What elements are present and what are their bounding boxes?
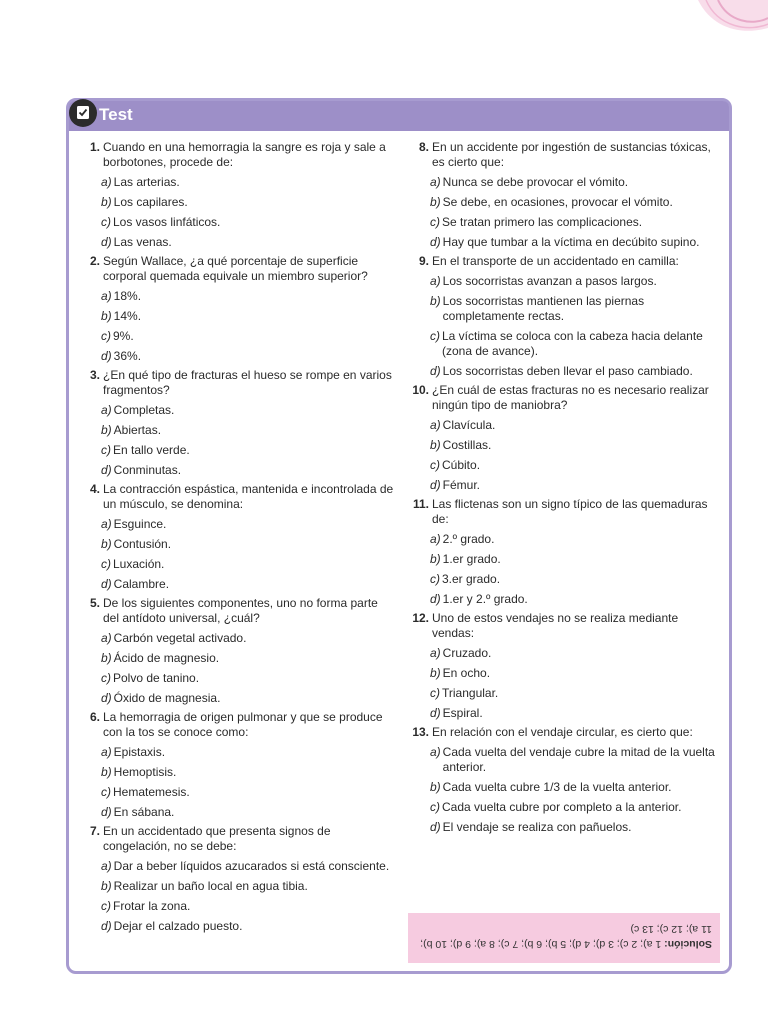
answer-option xyxy=(411,418,721,433)
answer-option xyxy=(411,195,721,210)
question-number: 10. xyxy=(412,383,429,397)
option-text: Hay que tumbar a la víctima en decúbito supino. xyxy=(442,235,700,249)
questions-left-column xyxy=(86,140,396,938)
option-text: 9%. xyxy=(113,329,134,343)
option-letter: a) xyxy=(430,274,441,288)
option-letter: a) xyxy=(101,745,112,759)
question xyxy=(411,725,721,835)
question xyxy=(86,710,396,820)
answer-option xyxy=(86,899,396,914)
option-text: 2.º grado. xyxy=(442,532,495,546)
option-text: Cúbito. xyxy=(442,458,481,472)
question xyxy=(86,596,396,706)
question xyxy=(86,482,396,592)
answer-option xyxy=(411,235,721,250)
option-text: El vendaje se realiza con pañuelos. xyxy=(442,820,632,834)
option-text: Carbón vegetal activado. xyxy=(113,631,247,645)
question-number: 9. xyxy=(418,254,429,268)
answer-option xyxy=(86,785,396,800)
option-text: 14%. xyxy=(113,309,142,323)
option-text: Cada vuelta cubre por completo a la anterior. xyxy=(442,800,682,814)
option-letter: b) xyxy=(101,651,112,665)
option-text: Hemoptisis. xyxy=(113,765,177,779)
option-text: Cruzado. xyxy=(442,646,492,660)
option-letter: d) xyxy=(101,235,112,249)
answer-option xyxy=(86,919,396,934)
option-text: Triangular. xyxy=(442,686,499,700)
solution-text xyxy=(416,921,712,951)
option-text: 36%. xyxy=(113,349,142,363)
option-text: Se tratan primero las complicaciones. xyxy=(442,215,643,229)
option-text: En ocho. xyxy=(442,666,491,680)
answer-option xyxy=(411,438,721,453)
option-letter: c) xyxy=(101,329,111,343)
option-letter: b) xyxy=(430,666,441,680)
answer-option xyxy=(411,175,721,190)
question-number: 2. xyxy=(89,254,100,268)
option-letter: d) xyxy=(101,805,112,819)
option-text: Se debe, en ocasiones, provocar el vómito. xyxy=(442,195,673,209)
option-text: Abiertas. xyxy=(113,423,162,437)
question-stem xyxy=(86,254,396,284)
option-text: Hematemesis. xyxy=(113,785,190,799)
question-stem xyxy=(86,596,396,626)
option-text: Espiral. xyxy=(442,706,483,720)
answer-option xyxy=(86,691,396,706)
option-letter: a) xyxy=(101,517,112,531)
option-text: Fémur. xyxy=(442,478,481,492)
answer-option xyxy=(86,745,396,760)
answer-option xyxy=(411,780,721,795)
option-letter: d) xyxy=(430,478,441,492)
option-letter: c) xyxy=(430,686,440,700)
question-number: 5. xyxy=(89,596,100,610)
question xyxy=(411,383,721,493)
answer-option xyxy=(86,651,396,666)
question-stem xyxy=(86,140,396,170)
answer-option xyxy=(86,423,396,438)
question-text: En relación con el vendaje circular, es cierto que: xyxy=(432,725,693,739)
answer-option xyxy=(411,572,721,587)
answer-option xyxy=(86,805,396,820)
answer-option xyxy=(86,195,396,210)
answer-option xyxy=(86,463,396,478)
option-text: Las arterias. xyxy=(113,175,180,189)
question-stem xyxy=(411,140,721,170)
question-number: 4. xyxy=(89,482,100,496)
question xyxy=(411,497,721,607)
question-number: 1. xyxy=(89,140,100,154)
option-letter: c) xyxy=(430,800,440,814)
option-letter: b) xyxy=(430,552,441,566)
option-letter: c) xyxy=(101,671,111,685)
answer-option xyxy=(86,349,396,364)
question-stem xyxy=(411,497,721,527)
option-letter: a) xyxy=(430,532,441,546)
answer-option xyxy=(411,364,721,379)
question-text: La hemorragia de origen pulmonar y que se produce con la tos se conoce como: xyxy=(103,710,383,739)
option-text: Ácido de magnesio. xyxy=(113,651,220,665)
option-text: Costillas. xyxy=(442,438,492,452)
option-text: Óxido de magnesia. xyxy=(113,691,221,705)
option-text: Los capilares. xyxy=(113,195,188,209)
option-text: 1.er y 2.º grado. xyxy=(442,592,528,606)
answer-option xyxy=(411,532,721,547)
answer-option xyxy=(411,592,721,607)
question-stem xyxy=(86,482,396,512)
question xyxy=(411,140,721,250)
option-text: En tallo verde. xyxy=(113,443,190,457)
answer-option xyxy=(411,745,721,775)
question-number: 6. xyxy=(89,710,100,724)
option-letter: c) xyxy=(101,443,111,457)
question-number: 3. xyxy=(89,368,100,382)
question-stem xyxy=(411,725,721,740)
answer-option xyxy=(411,706,721,721)
question-number: 11. xyxy=(412,497,429,511)
option-text: 1.er grado. xyxy=(442,552,501,566)
question-stem xyxy=(86,368,396,398)
option-text: Esguince. xyxy=(113,517,167,531)
answer-option xyxy=(411,820,721,835)
option-letter: c) xyxy=(101,557,111,571)
answer-option xyxy=(86,557,396,572)
option-letter: d) xyxy=(430,820,441,834)
option-letter: b) xyxy=(430,438,441,452)
question-text: En un accidente por ingestión de sustancias tóxicas, es cierto que: xyxy=(432,140,711,169)
test-header xyxy=(69,101,729,131)
option-text: En sábana. xyxy=(113,805,175,819)
option-text: Las venas. xyxy=(113,235,172,249)
answer-option xyxy=(86,537,396,552)
option-letter: c) xyxy=(430,572,440,586)
option-letter: c) xyxy=(430,215,440,229)
option-letter: c) xyxy=(101,215,111,229)
solution-label: Solución: xyxy=(664,938,712,950)
option-text: Los socorristas mantienen las piernas completamente rectas. xyxy=(442,294,645,323)
option-text: Realizar un baño local en agua tibia. xyxy=(113,879,308,893)
option-letter: a) xyxy=(101,289,112,303)
option-letter: a) xyxy=(101,631,112,645)
option-letter: b) xyxy=(101,309,112,323)
option-text: Conminutas. xyxy=(113,463,182,477)
question-stem xyxy=(86,824,396,854)
answer-option xyxy=(86,289,396,304)
option-text: 18%. xyxy=(113,289,142,303)
question xyxy=(411,611,721,721)
question-number: 12. xyxy=(412,611,429,625)
checklist-icon xyxy=(68,98,98,128)
question-text: La contracción espástica, mantenida e incontrolada de un músculo, se denomina: xyxy=(103,482,394,511)
question-text: ¿En cuál de estas fracturas no es necesario realizar ningún tipo de maniobra? xyxy=(432,383,709,412)
question xyxy=(411,254,721,379)
answer-option xyxy=(411,800,721,815)
test-title: Test xyxy=(99,105,133,124)
option-letter: a) xyxy=(430,646,441,660)
answer-option xyxy=(86,215,396,230)
answer-option xyxy=(411,215,721,230)
question-text: Según Wallace, ¿a qué porcentaje de superficie corporal quemada equivale un miembro superior? xyxy=(103,254,368,283)
question-number: 7. xyxy=(89,824,100,838)
option-text: Luxación. xyxy=(113,557,165,571)
answer-option xyxy=(411,294,721,324)
option-letter: d) xyxy=(101,691,112,705)
question-text: En un accidentado que presenta signos de congelación, no se debe: xyxy=(103,824,331,853)
option-letter: a) xyxy=(430,745,441,759)
option-letter: b) xyxy=(101,423,112,437)
question xyxy=(86,824,396,934)
option-letter: b) xyxy=(101,765,112,779)
option-text: Los socorristas avanzan a pasos largos. xyxy=(442,274,657,288)
option-text: Clavícula. xyxy=(442,418,496,432)
answer-option xyxy=(86,329,396,344)
option-letter: b) xyxy=(101,879,112,893)
question-stem xyxy=(411,254,721,269)
option-letter: c) xyxy=(101,785,111,799)
option-letter: a) xyxy=(101,859,112,873)
option-text: Cada vuelta cubre 1/3 de la vuelta anterior. xyxy=(442,780,672,794)
answer-option xyxy=(86,403,396,418)
option-letter: d) xyxy=(101,577,112,591)
answer-option xyxy=(86,631,396,646)
option-letter: c) xyxy=(101,899,111,913)
option-text: Los socorristas deben llevar el paso cambiado. xyxy=(442,364,693,378)
answer-option xyxy=(86,175,396,190)
option-text: Epistaxis. xyxy=(113,745,166,759)
questions-right-column xyxy=(411,140,721,839)
question-stem xyxy=(411,383,721,413)
answer-option xyxy=(411,686,721,701)
solution-box xyxy=(408,913,720,963)
option-letter: d) xyxy=(430,592,441,606)
option-letter: a) xyxy=(101,175,112,189)
answer-option xyxy=(411,274,721,289)
solution-answers: 1 a); 2 c); 3 d); 4 d); 5 b); 6 b); 7 c); 8 a); 9 d); 10 b); 11 a); 12 c); 13 c) xyxy=(420,923,712,950)
question-stem xyxy=(86,710,396,740)
option-text: Polvo de tanino. xyxy=(113,671,200,685)
answer-option xyxy=(86,859,396,874)
option-letter: b) xyxy=(101,537,112,551)
option-letter: b) xyxy=(430,294,441,308)
answer-option xyxy=(86,879,396,894)
question xyxy=(86,254,396,364)
answer-option xyxy=(86,235,396,250)
question-text: Cuando en una hemorragia la sangre es roja y sale a borbotones, procede de: xyxy=(103,140,386,169)
option-letter: c) xyxy=(430,329,440,343)
option-letter: b) xyxy=(430,780,441,794)
option-letter: d) xyxy=(101,463,112,477)
option-text: Nunca se debe provocar el vómito. xyxy=(442,175,629,189)
option-text: Los vasos linfáticos. xyxy=(113,215,221,229)
option-text: Contusión. xyxy=(113,537,172,551)
question xyxy=(86,140,396,250)
option-letter: b) xyxy=(430,195,441,209)
question-text: De los siguientes componentes, uno no forma parte del antídoto universal, ¿cuál? xyxy=(103,596,378,625)
answer-option xyxy=(411,478,721,493)
question-text: En el transporte de un accidentado en camilla: xyxy=(432,254,679,268)
question-text: Las flictenas son un signo típico de las quemaduras de: xyxy=(432,497,708,526)
option-letter: d) xyxy=(430,235,441,249)
question-number: 8. xyxy=(418,140,429,154)
answer-option xyxy=(86,309,396,324)
answer-option xyxy=(86,765,396,780)
question-stem xyxy=(411,611,721,641)
answer-option xyxy=(86,443,396,458)
option-text: Frotar la zona. xyxy=(113,899,191,913)
question xyxy=(86,368,396,478)
decorative-flourish xyxy=(658,0,768,60)
answer-option xyxy=(411,666,721,681)
option-text: Dar a beber líquidos azucarados si está consciente. xyxy=(113,859,390,873)
answer-option xyxy=(411,552,721,567)
option-letter: d) xyxy=(430,364,441,378)
answer-option xyxy=(86,577,396,592)
option-text: La víctima se coloca con la cabeza hacia delante (zona de avance). xyxy=(442,329,703,358)
option-text: 3.er grado. xyxy=(442,572,501,586)
answer-option xyxy=(411,329,721,359)
option-letter: a) xyxy=(430,175,441,189)
option-letter: d) xyxy=(101,919,112,933)
option-letter: a) xyxy=(430,418,441,432)
option-text: Calambre. xyxy=(113,577,170,591)
answer-option xyxy=(411,458,721,473)
option-letter: c) xyxy=(430,458,440,472)
question-number: 13. xyxy=(412,725,429,739)
option-letter: d) xyxy=(430,706,441,720)
option-text: Cada vuelta del vendaje cubre la mitad de la vuelta anterior. xyxy=(442,745,715,774)
option-letter: b) xyxy=(101,195,112,209)
option-letter: d) xyxy=(101,349,112,363)
answer-option xyxy=(86,671,396,686)
option-text: Completas. xyxy=(113,403,175,417)
option-letter: a) xyxy=(101,403,112,417)
answer-option xyxy=(411,646,721,661)
answer-option xyxy=(86,517,396,532)
question-text: ¿En qué tipo de fracturas el hueso se rompe en varios fragmentos? xyxy=(103,368,392,397)
option-text: Dejar el calzado puesto. xyxy=(113,919,243,933)
question-text: Uno de estos vendajes no se realiza mediante vendas: xyxy=(432,611,679,640)
